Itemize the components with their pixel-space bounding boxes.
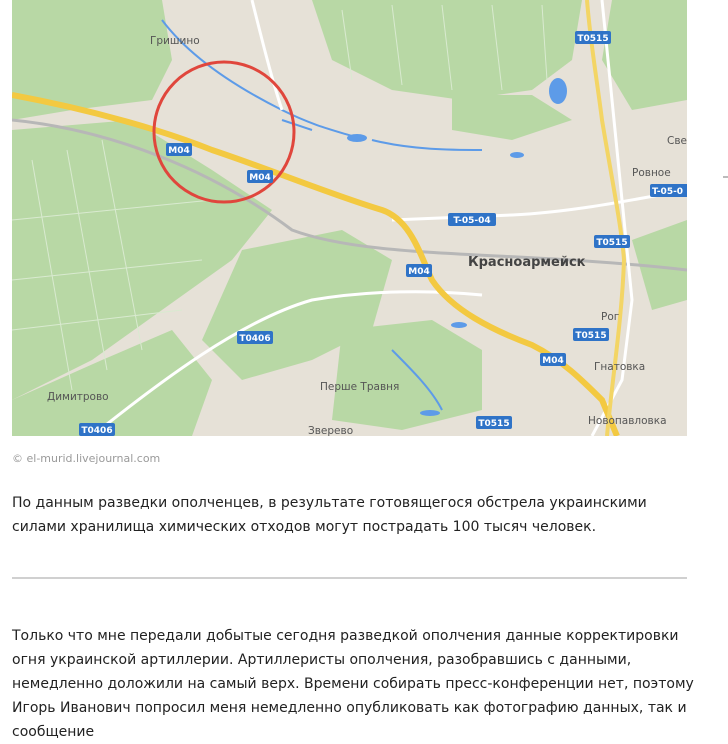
place-sve: Све	[667, 135, 687, 147]
place-gnatovka: Гнатовка	[594, 361, 646, 373]
shield-t0515-b	[594, 235, 630, 248]
svg-text:T0515: T0515	[596, 238, 628, 248]
svg-text:M04: M04	[249, 173, 271, 183]
paragraph-body: Только что мне передали добытые сегодня разведкой ополчения данные корректировки огня украинской артиллерии. Артиллеристы ополчения, разобравшись с данными, немедленно доложили на самый верх. Времени собирать пресс-конференции нет, поэтому Игорь Иванович попросил меня немедленно опубликовать как фотографию данных, так и сообщение	[12, 628, 694, 740]
place-dimitrovo: Димитрово	[47, 391, 109, 403]
svg-text:T0406: T0406	[81, 426, 113, 436]
shield-t0515-a	[575, 31, 611, 44]
svg-text:T-05-0: T-05-0	[652, 187, 684, 197]
shield-m04-b	[247, 170, 273, 183]
divider	[12, 577, 687, 579]
svg-text:T0515: T0515	[577, 34, 609, 44]
svg-text:M04: M04	[542, 356, 564, 366]
place-pershe-travnia: Перше Травня	[320, 381, 400, 393]
side-mark	[723, 176, 728, 178]
shield-m04-a	[166, 143, 192, 156]
shield-t0406-b	[79, 423, 115, 436]
shield-t0406-a	[237, 331, 273, 344]
shield-t0504-b	[650, 184, 687, 197]
svg-text:T0515: T0515	[478, 419, 510, 429]
shield-t0515-c	[573, 328, 609, 341]
svg-text:T0515: T0515	[575, 331, 607, 341]
shield-t0515-d	[476, 416, 512, 429]
svg-text:M04: M04	[408, 267, 430, 277]
place-novopavlovka: Новопавловка	[588, 415, 667, 427]
place-zverevo: Зверево	[308, 425, 354, 436]
place-grishino: Гришино	[150, 35, 200, 47]
place-rovnoe: Ровное	[632, 167, 671, 179]
shield-t0504-a	[448, 213, 496, 226]
place-krasnoarmeysk: Красноармейск	[468, 255, 586, 270]
svg-text:T-05-04: T-05-04	[453, 216, 491, 226]
map-svg	[12, 0, 687, 436]
svg-text:M04: M04	[168, 146, 190, 156]
place-rog: Рог	[601, 311, 620, 323]
shield-m04-d	[540, 353, 566, 366]
svg-text:T0406: T0406	[239, 334, 271, 344]
map-image	[12, 0, 687, 436]
image-credit: © el-murid.livejournal.com	[12, 452, 161, 465]
paragraph-intro: По данным разведки ополченцев, в результате готовящегося обстрела украинскими силами хранилища химических отходов могут пострадать 100 тысяч человек.	[12, 495, 647, 535]
shield-m04-c	[406, 264, 432, 277]
